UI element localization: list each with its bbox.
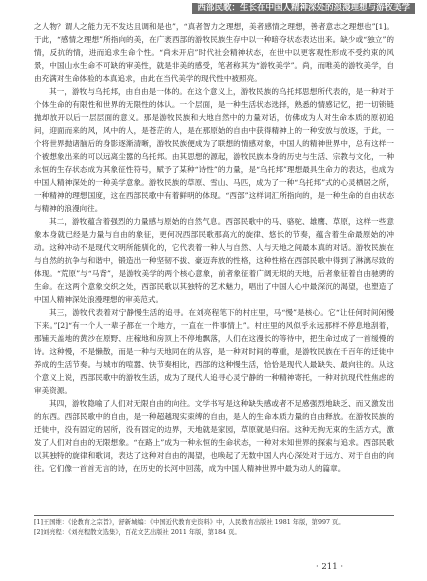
paragraph: 之人物？谓人之能力无不发达且调和是也”，“真者智力之理想，美者感情之理想，善者意志之理想也”[1]。于此，“感情之理想”所指向的美，在广袤西部的游牧民族生存中以一种暗夺状态表达出来。缺少或“独立”的情，反抗的情，进而追求生命个性。“尚未开启”时代社会精神状态，在世中以更客观性形成不受约束的风景，中国山水生命不可缺的审美性，就是非美的感受，笔者称其为“游牧美学”。尚，而唯美的游牧美学，自由充满对生命体验的本真追求，由此在当代美学的现代性中被照亮。 xyxy=(34,22,394,83)
footnotes xyxy=(34,515,394,538)
page-number: · 211 · xyxy=(316,562,344,572)
paragraph: 其三，游牧代表着对宁静慢生活的追寻。在刘亮程笔下的村庄里，马“慢”是核心。它“让任何时间闲慢下来。”[2]“有一个人一辈子都在一个地方，一直在一件事情上”。村庄里的风似乎永远那样不停息地刮着，那铺天盖地的黄沙在原野、庄稼地和房顶上不停地飘落，人们在这漫长的等待中，把生命过成了一首缓慢的诗。这种慢，不是懒散，而是一种与天地同在的从容，是一种对时间的尊重，是游牧民族在千百年的迁徙中养成的生活节奏。与城市的喧嚣、快节奏相比，西部的这种慢生活，恰恰是现代人最缺失、最向往的。从这个意义上说，西部民歌中的游牧生活，成为了现代人追寻心灵宁静的一种精神寄托，一种对抗现代性焦虑的审美资源。 xyxy=(34,308,394,395)
running-header-title: 西部民歌：生长在中国人精神深处的浪漫理想与游牧美学 xyxy=(192,3,415,14)
running-header xyxy=(0,0,427,16)
paragraph: 其二，游牧蕴含着强烈的力量感与原始的自然气息。西部民歌中的马、骆驼、雄鹰、草原，这样一些意象本身就已经是力量与自由的象征，更何况西部民歌那高亢的旋律、悠长的节奏，蕴含着生命最原始的冲动。这种冲动不是现代文明所能驯化的，它代表着一种人与自然、人与天地之间最本真的对话。游牧民族在与自然的抗争与和谐中，锻造出一种坚韧不拔、豪迈奔放的性格，这种性格在西部民歌中得到了淋漓尽致的体现。“荒原”与“马背”，是游牧美学的两个核心意象，前者象征着广阔无垠的天地，后者象征着自由驰骋的生命。在这两个意象交织之处，西部民歌以其独特的艺术魅力，唱出了中国人心中最深沉的渴望，也塑造了中国人精神深处浪漫理想的审美范式。 xyxy=(34,217,394,304)
footnote: [2]刘亮程：《刘亮程散文选集》，百花文艺出版社 2011 年版，第184 页。 xyxy=(34,529,241,536)
article-body xyxy=(34,20,394,475)
paragraph: 其四，游牧隐喻了人们对无限自由的向往。文学书写是这种缺失感或者不足感强烈地缺乏、而又激发出的东西。西部民歌中的自由，是一种超越现实束缚的自由，是人的生命本质力量的自由释放。在游牧民族的迁徙中，没有固定的居所，没有固定的边界，天地就是家园，草原就是归宿。这种无拘无束的生活方式，激发了人们对自由的无限想象。“在路上”成为一种永恒的生命状态，一种对未知世界的探索与追求。西部民歌以其独特的旋律和歌词，表达了这种对自由的渴望，也唤起了无数中国人内心深处对于远方、对于自由的向往。它们像一首首无言的诗，在历史的长河中回荡，成为中国人精神世界中最为动人的篇章。 xyxy=(34,399,394,473)
paragraph: 其一，游牧与乌托邦，由自由是一体的。在这个意义上，游牧民族的乌托邦思想所代表的，是一种对于个体生命的有限性和世界的无限性的体认。一个层面，是一种生活状态选择，熟悉的情感记忆，把一切锁链抛却放开以后一层层面的意义。那是游牧民族和大地自然中的力量对话，仿佛成为人对生命本质的原初追问，迎面而来的风，风中的人，是苍茫的人，是在那原始的自由中获得精神上的一种安放与放逐，于此，一个将世界抛诸脑后的身影逐渐清晰，游牧民族便成为了联想的情感对象，中国人的精神世界中，总有这样一个被想象出来的可以远离尘嚣的乌托邦。由其思想的源起，游牧民族本身的历史与生活、宗教与文化，一种永恒的生存状态成为其象征性符号，赋予了某种“诗性”的力量，是“乌托邦”理想最具生命力的表达，也成为中国人精神深处的一种美学意象。游牧民族的草原、雪山、马匹，成为了一种“乌托邦”式的心灵栖居之所，一种精神的理想国度，这在西部民歌中有着鲜明的体现。“西部”这样词汇所指向的，是一种生命的自由状态与精神的浪漫向往。 xyxy=(34,87,394,213)
footnote: [1]王国维：《论教育之宗旨》，舒新城编：《中国近代教育史资料》中，人民教育出版社 1981 年版，第997 页。 xyxy=(34,519,345,526)
